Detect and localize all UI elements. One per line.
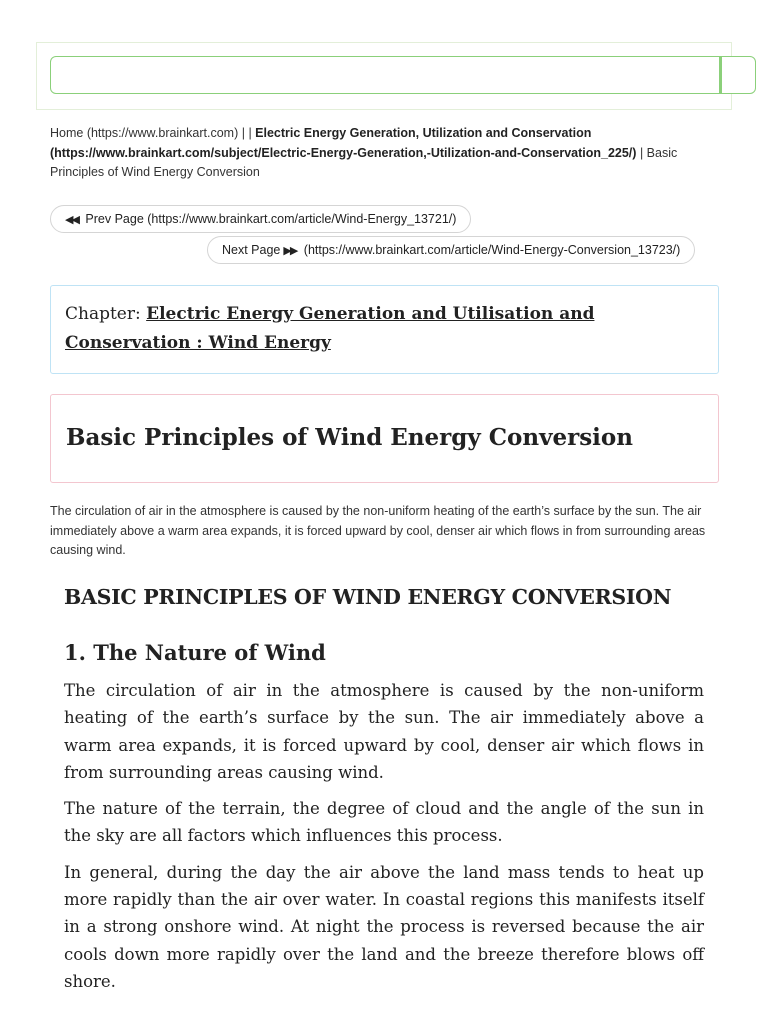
title-box <box>50 394 719 483</box>
page-title: Basic Principles of Wind Energy Conversion <box>66 424 633 451</box>
prev-page-label: Prev Page <box>85 212 144 226</box>
search-input[interactable] <box>50 56 720 94</box>
next-page-url: (https://www.brainkart.com/article/Wind-Energy-Conversion_13723/) <box>303 243 681 257</box>
summary-text: The circulation of air in the atmosphere is caused by the non-uniform heating of the earth’s surface by the sun. The air immediately above a warm area expands, it is forced upward by cool, denser air which flows in from surrounding areas causing wind. <box>50 504 706 557</box>
prev-page-button[interactable] <box>50 205 471 233</box>
prev-page-url: (https://www.brainkart.com/article/Wind-Energy_13721/) <box>147 212 457 226</box>
breadcrumb-separator: | <box>639 145 644 160</box>
chapter-box <box>50 285 719 374</box>
breadcrumb-subject[interactable]: Electric Energy Generation, Utilization and Conservation (https://www.brainkart.com/subject/Electric-Energy-Generation,-Utilization-and-Conservation_225/) <box>50 126 637 160</box>
breadcrumb <box>50 124 720 183</box>
breadcrumb-home[interactable]: Home (https://www.brainkart.com) | | <box>50 126 252 140</box>
breadcrumb-current: Basic Principles of Wind Energy Conversion <box>50 145 678 179</box>
double-right-arrow-icon: ▶▶ <box>283 245 297 257</box>
chapter-prefix: Chapter: <box>65 304 141 324</box>
article-paragraph: The circulation of air in the atmosphere is caused by the non-uniform heating of the earth’s surface by the sun. The air immediately above a warm area expands, it is forced upward by cool, denser air which flows in from surrounding areas causing wind. <box>64 681 704 782</box>
article-paragraph: In general, during the day the air above the land mass tends to heat up more rapidly than the air over water. In coastal regions this manifests itself in a strong onshore wind. At night the process is reversed because the air cools down more rapidly over the land and the breeze therefore blows off shore. <box>64 862 704 991</box>
next-page-label: Next Page <box>222 243 281 257</box>
chapter-link[interactable]: Electric Energy Generation and Utilisation and Conservation : Wind Energy <box>65 304 595 353</box>
search-button[interactable] <box>720 56 756 94</box>
article-heading: BASIC PRINCIPLES OF WIND ENERGY CONVERSION <box>64 585 672 609</box>
double-left-arrow-icon: ◀◀ <box>65 214 78 226</box>
search-bar-container <box>36 42 732 110</box>
article-body <box>64 583 704 1004</box>
next-page-button[interactable] <box>207 236 695 264</box>
article-subheading: 1. The Nature of Wind <box>64 640 326 665</box>
article-paragraph: The nature of the terrain, the degree of cloud and the angle of the sun in the sky are all factors which influences this process. <box>64 799 704 846</box>
